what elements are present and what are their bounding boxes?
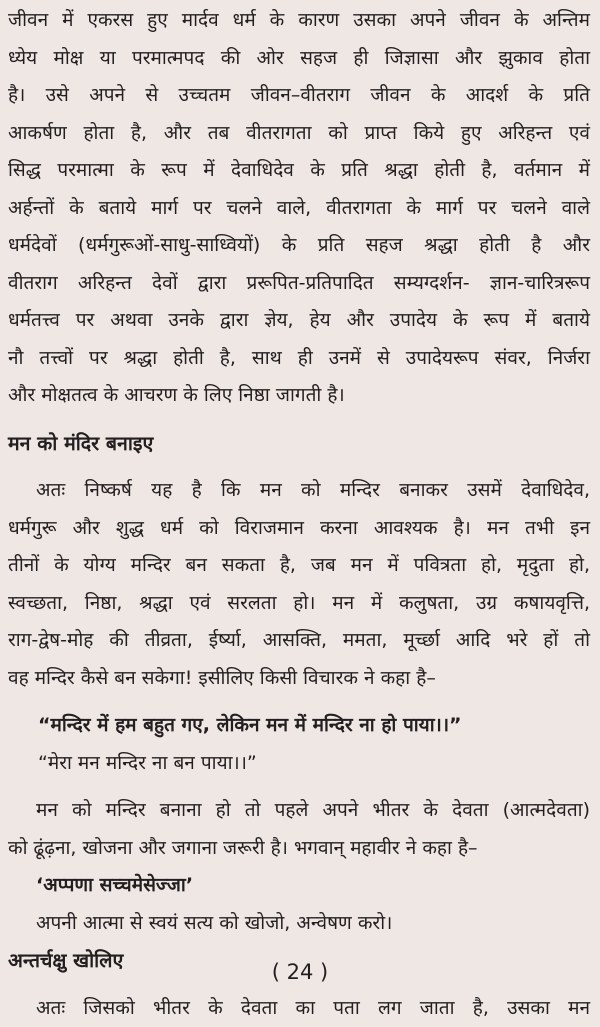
text-line: है। उसे अपने से उच्चतम जीवन–वीतराग जीवन के आदर्श के प्रति (8, 77, 590, 115)
quote-line-1: “मन्दिर में हम बहुत गए, लेकिन मन में मन्दिर ना हो पाया।।” (8, 707, 590, 745)
text-line: धर्मगुरू और शुद्ध धर्म को विराजमान करना आवश्यक है। मन तभी इन (8, 510, 590, 548)
text-line: मन को मन्दिर बनाना हो तो पहले अपने भीतर के देवता (आत्मदेवता) (8, 792, 590, 830)
text-line: वीतराग अरिहन्त देवों द्वारा प्ररूपित-प्रतिपादित सम्यग्दर्शन- ज्ञान-चारित्ररूप (8, 265, 590, 303)
text-line: आकर्षण होता है, और तब वीतरागता को प्राप्त किये हुए अरिहन्त एवं (8, 115, 590, 153)
sanskrit-quote: ‘अप्पणा सच्चमेसेज्जा’ (8, 867, 590, 905)
text-line: स्वच्छता, निष्ठा, श्रद्धा एवं सरलता हो। मन में कलुषता, उग्र कषायवृत्ति, (8, 585, 590, 623)
text-line: अतः निष्कर्ष यह है कि मन को मन्दिर बनाकर उसमें देवाधिदेव, (8, 472, 590, 510)
page-text (8, 2, 590, 1027)
text-line: और मोक्षतत्व के आचरण के लिए निष्ठा जागती है। (8, 377, 590, 415)
text-line: वह मन्दिर कैसे बन सकेगा! इसीलिए किसी विचारक ने कहा है– (8, 660, 590, 698)
text-line: राग-द्वेष-मोह की तीव्रता, ईर्ष्या, आसक्ति, ममता, मूर्च्छा आदि भरे हों तो (8, 622, 590, 660)
text-line: धर्मतत्त्व पर अथवा उनके द्वारा ज्ञेय, हेय और उपादेय के रूप में बताये (8, 302, 590, 340)
paragraph-2 (8, 472, 590, 697)
text-line: को ढूंढ़ना, खोजना और जगाना जरूरी है। भगवान् महावीर ने कहा है– (8, 830, 590, 868)
text-line: अर्हन्तों के बताये मार्ग पर चलने वाले, वीतरागता के मार्ग पर चलने वाले (8, 190, 590, 228)
text-line: नौ तत्त्वों पर श्रद्धा होती है, साथ ही उनमें से उपादेयरूप संवर, निर्जरा (8, 340, 590, 378)
text-line: धर्मदेवों (धर्मगुरूओं-साधु-साध्वियों) के प्रति सहज श्रद्धा होती है और (8, 227, 590, 265)
text-line: तीनों के योग्य मन्दिर बन सकता है, जब मन में पवित्रता हो, मृदुता हो, (8, 547, 590, 585)
text-line: ध्येय मोक्ष या परमात्मपद की ओर सहज ही जिज्ञासा और झुकाव होता (8, 40, 590, 78)
quote-translation: अपनी आत्मा से स्वयं सत्य को खोजो, अन्वेषण करो। (8, 905, 590, 943)
paragraph-3 (8, 792, 590, 867)
section-heading-1: मन को मंदिर बनाइए (8, 425, 590, 463)
page-number: ( 24 ) (0, 960, 600, 984)
paragraph-1 (8, 2, 590, 415)
quote-line-2: “मेरा मन मन्दिर ना बन पाया।।” (8, 745, 590, 783)
text-line: जीवन में एकरस हुए मार्दव धर्म के कारण उसका अपने जीवन के अन्तिम (8, 2, 590, 40)
text-line: अतः जिसको भीतर के देवता का पता लग जाता है, उसका मन (8, 990, 590, 1027)
section-heading-2: अन्तर्चक्षु खोलिए (8, 942, 590, 980)
text-line: सिद्ध परमात्मा के रूप में देवाधिदेव के प्रति श्रद्धा होती है, वर्तमान में (8, 152, 590, 190)
